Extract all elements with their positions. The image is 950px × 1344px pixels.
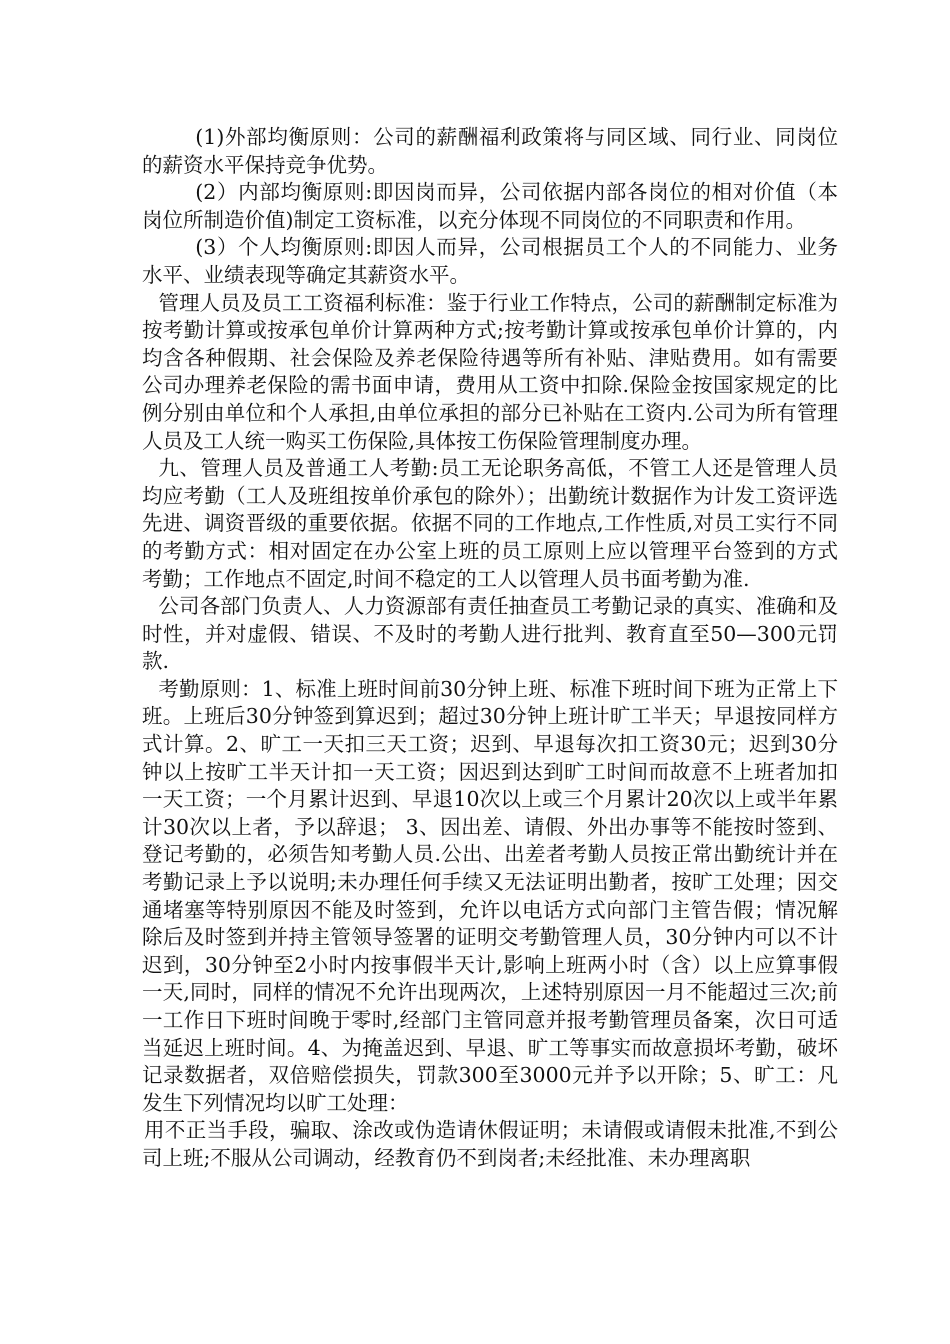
paragraph-attendance-principles: 考勤原则：1、标准上班时间前30分钟上班、标准下班时间下班为正常上下班。上班后30分钟签到算迟到；超过30分钟上班计旷工半天；早退按同样方式计算。2、旷工一天扣三天工资；迟到、早退每次扣工资30元；迟到30分钟以上按旷工半天计扣一天工资；因迟到达到旷工时间而故意不上班者加扣一天工资；一个月累计迟到、早退10次以上或三个月累计20次以上或半年累计30次以上者，予以辞退； 3、因出差、请假、外出办事等不能按时签到、登记考勤的，必须告知考勤人员.公出、出差者考勤人员按正常出勤统计并在考勤记录上予以说明;未办理任何手续又无法证明出勤者，按旷工处理；因交通堵塞等特别原因不能及时签到，允许以电话方式向部门主管告假；情况解除后及时签到并持主管领导签署的证明交考勤管理人员，30分钟内可以不计迟到，30分钟至2小时内按事假半天计,影响上班两小时（含）以上应算事假一天,同时，同样的情况不允许出现两次，上述特别原因一月不能超过三次;前一工作日下班时间晚于零时,经部门主管同意并报考勤管理员备案，次日可适当延迟上班时间。4、为掩盖迟到、早退、旷工等事实而故意损坏考勤，破坏记录数据者，双倍赔偿损失，罚款300至3000元并予以开除；5、旷工：凡发生下列情况均以旷工处理：: [142, 676, 838, 1115]
document-page: [142, 124, 838, 1173]
paragraph-absence-cases: 用不正当手段，骗取、涂改或伪造请休假证明；未请假或请假未批准,不到公司上班;不服从公司调动，经教育仍不到岗者;未经批准、未办理离职: [142, 1118, 838, 1170]
paragraph-external-balance: (1)外部均衡原则：公司的薪酬福利政策将与同区域、同行业、同岗位的薪资水平保持竞争优势。: [142, 125, 838, 177]
paragraph-internal-balance: (2）内部均衡原则:即因岗而异，公司依据内部各岗位的相对价值（本岗位所制造价值)制定工资标准，以充分体现不同岗位的不同职责和作用。: [142, 180, 838, 232]
paragraph-attendance-section: 九、管理人员及普通工人考勤:员工无论职务高低，不管工人还是管理人员均应考勤（工人及班组按单价承包的除外）；出勤统计数据作为计发工资评选先进、调资晋级的重要依据。依据不同的工作地点,工作性质,对员工实行不同的考勤方式：相对固定在办公室上班的员工原则上应以管理平台签到的方式考勤；工作地点不固定,时间不稳定的工人以管理人员书面考勤为准.: [142, 456, 838, 591]
paragraph-individual-balance: (3）个人均衡原则:即因人而异，公司根据员工个人的不同能力、业务水平、业绩表现等确定其薪资水平。: [142, 235, 838, 287]
paragraph-department-responsibility: 公司各部门负责人、人力资源部有责任抽查员工考勤记录的真实、准确和及时性，并对虚假、错误、不及时的考勤人进行批判、教育直至50—300元罚款.: [142, 594, 838, 674]
paragraph-salary-standard: 管理人员及员工工资福利标准：鉴于行业工作特点，公司的薪酬制定标准为按考勤计算或按承包单价计算两种方式;按考勤计算或按承包单价计算的，内均含各种假期、社会保险及养老保险待遇等所有补贴、津贴费用。如有需要公司办理养老保险的需书面申请，费用从工资中扣除.保险金按国家规定的比例分别由单位和个人承担,由单位承担的部分已补贴在工资内.公司为所有管理人员及工人统一购买工伤保险,具体按工伤保险管理制度办理。: [142, 290, 838, 453]
